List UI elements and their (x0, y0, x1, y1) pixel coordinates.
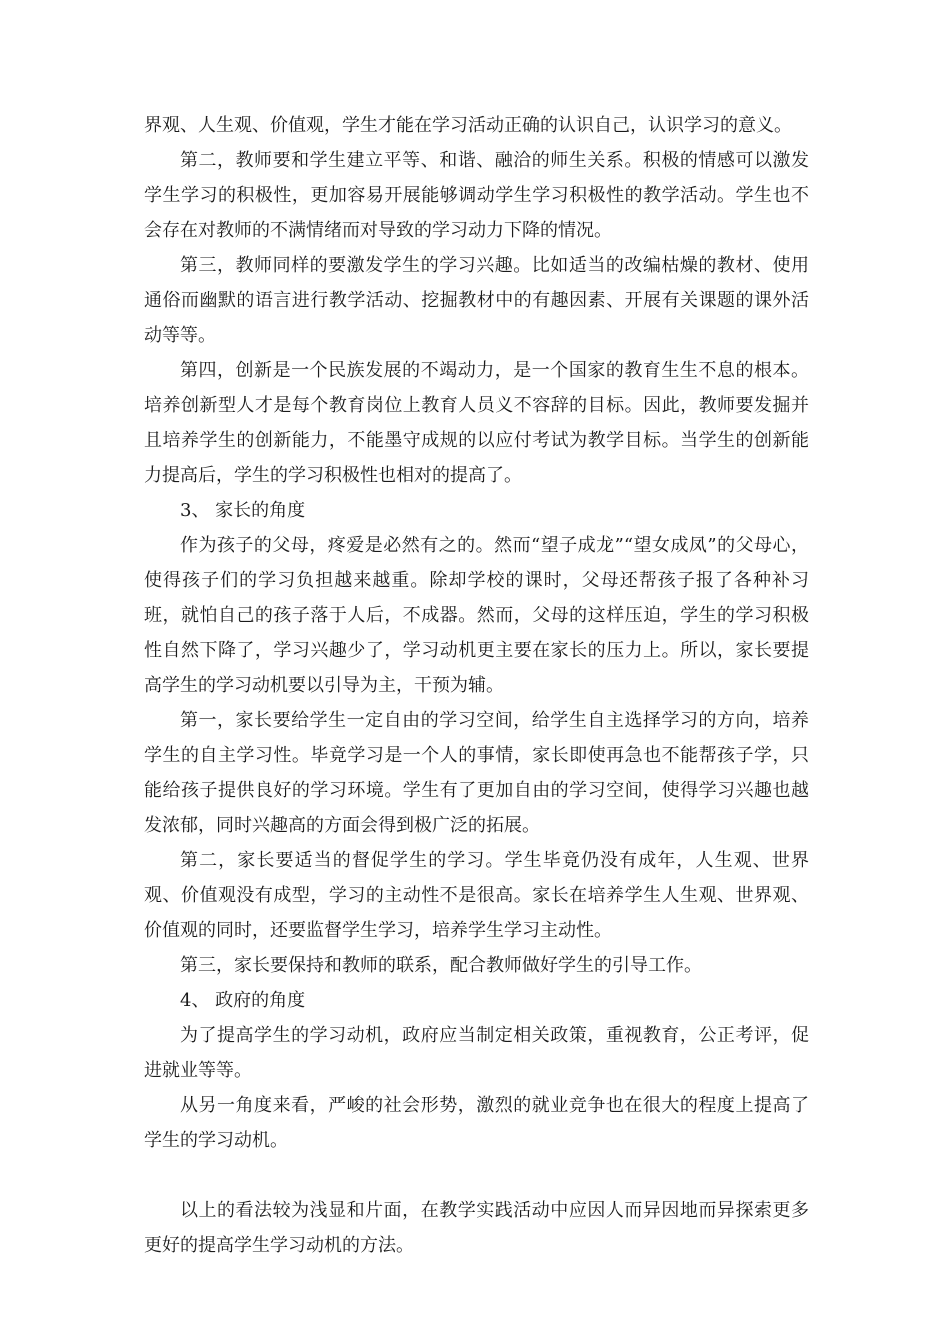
paragraph-parents-intro: 作为孩子的父母，疼爱是必然有之的。然而“望子成龙”“望女成凤”的父母心，使得孩子们的学习负担越来越重。除却学校的课时，父母还帮孩子报了各种补习班，就怕自己的孩子落于人后，不成器。然而，父母的这样压迫，学生的学习积极性自然下降了，学习兴趣少了，学习动机更主要在家长的压力上。所以，家长要提高学生的学习动机要以引导为主，干预为辅。 (144, 535, 809, 696)
paragraph-continuation: 界观、人生观、价值观，学生才能在学习活动正确的认识自己，认识学习的意义。 (144, 115, 792, 136)
paragraph-parents-first: 第一，家长要给学生一定自由的学习空间，给学生自主选择学习的方向，培养学生的自主学习性。毕竟学习是一个人的事情，家长即使再急也不能帮孩子学，只能给孩子提供良好的学习环境。学生有了更加自由的学习空间，使得学习兴趣也越发浓郁，同时兴趣高的方面会得到极广泛的拓展。 (144, 710, 809, 836)
paragraph-conclusion: 以上的看法较为浅显和片面，在教学实践活动中应因人而异因地而异探索更多更好的提高学生学习动机的方法。 (144, 1200, 809, 1256)
paragraph-government-policy: 为了提高学生的学习动机，政府应当制定相关政策，重视教育，公正考评，促进就业等等。 (144, 1025, 809, 1081)
paragraph-government-society: 从另一角度来看，严峻的社会形势，激烈的就业竞争也在很大的程度上提高了学生的学习动机。 (144, 1095, 809, 1151)
paragraph-parents-third: 第三，家长要保持和教师的联系，配合教师做好学生的引导工作。 (180, 955, 702, 976)
blank-line (144, 1158, 809, 1193)
paragraph-teacher-fourth: 第四，创新是一个民族发展的不竭动力，是一个国家的教育生生不息的根本。培养创新型人才是每个教育岗位上教育人员义不容辞的目标。因此，教师要发掘并且培养学生的创新能力，不能墨守成规的以应付考试为教学目标。当学生的创新能力提高后，学生的学习积极性也相对的提高了。 (144, 360, 809, 486)
paragraph-teacher-third: 第三，教师同样的要激发学生的学习兴趣。比如适当的改编枯燥的教材、使用通俗而幽默的语言进行教学活动、挖掘教材中的有趣因素、开展有关课题的课外活动等等。 (144, 255, 809, 346)
section-heading-government: 4、 政府的角度 (180, 990, 306, 1011)
paragraph-teacher-second: 第二，教师要和学生建立平等、和谐、融洽的师生关系。积极的情感可以激发学生学习的积极性，更加容易开展能够调动学生学习积极性的教学活动。学生也不会存在对教师的不满情绪而对导致的学习动力下降的情况。 (144, 150, 809, 241)
paragraph-parents-second: 第二，家长要适当的督促学生的学习。学生毕竟仍没有成年，人生观、世界观、价值观没有成型，学习的主动性不是很高。家长在培养学生人生观、世界观、价值观的同时，还要监督学生学习，培养学生学习主动性。 (144, 850, 809, 941)
section-heading-parents: 3、 家长的角度 (180, 500, 306, 521)
document-body (144, 108, 809, 1263)
